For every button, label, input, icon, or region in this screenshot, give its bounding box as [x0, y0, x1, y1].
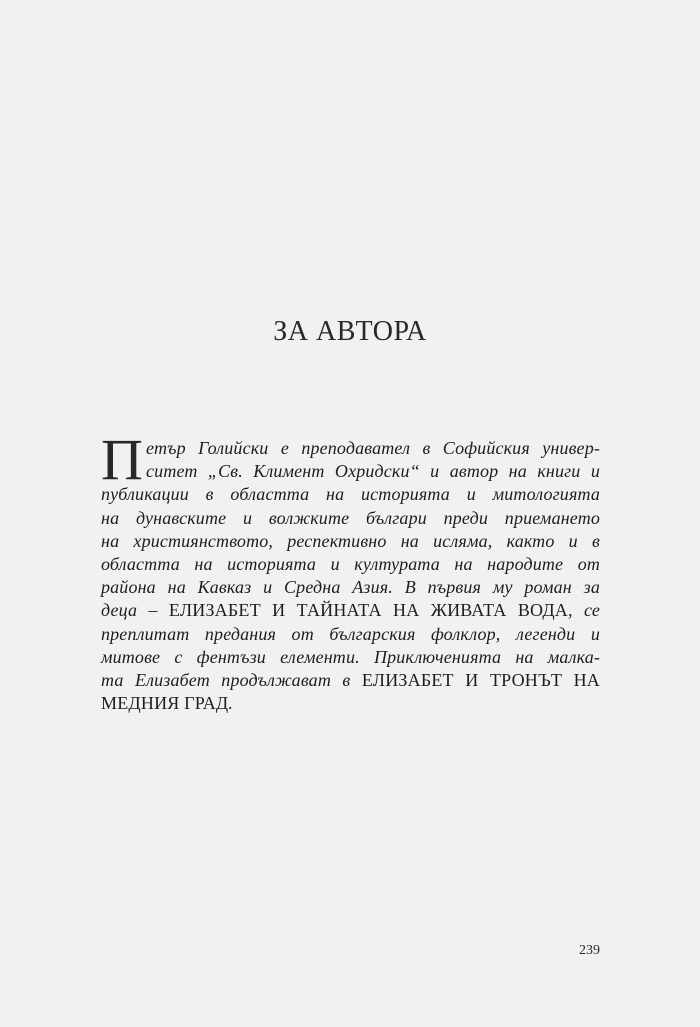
text-fragment: деца – [101, 600, 169, 621]
text-line: на християнството, респективно на исляма, както и в [101, 530, 600, 551]
text-line [101, 599, 600, 622]
text-line: района на Кавказ и Средна Азия. В първия му роман за [101, 577, 600, 598]
text-fragment: , се [568, 600, 600, 621]
author-bio-paragraph [101, 427, 600, 715]
text-line [101, 692, 600, 715]
text-line [101, 669, 600, 692]
text-line: етър Голийски е преподавател в Софийския универ- [146, 438, 600, 458]
text-line: ситет „Св. Климент Охридски“ и автор на книги и [146, 461, 600, 482]
book-title-elizabeth-throne-cont: МЕДНИЯ ГРАД [101, 693, 229, 714]
text-line: митове с фентъзи елементи. Приключенията на малка- [101, 646, 600, 667]
text-line: на дунавските и волжките българи преди приемането [101, 507, 600, 528]
drop-cap-letter: П [101, 427, 144, 492]
book-title-elizabeth-throne: ЕЛИЗАБЕТ И ТРОНЪТ НА [361, 670, 600, 691]
text-line: публикации в областта на историята и митологията [101, 484, 600, 505]
page-number: 239 [579, 943, 600, 958]
chapter-title: ЗА АВТОРА [273, 316, 427, 347]
text-line: преплитат предания от българския фолклор, легенди и [101, 623, 600, 644]
text-line: областта на историята и културата на народите от [101, 554, 600, 575]
book-title-elizabeth-water: ЕЛИЗАБЕТ И ТАЙНАТА НА ЖИВАТА ВОДА [168, 600, 569, 621]
text-fragment: . [228, 693, 234, 714]
text-fragment: та Елизабет продължават в [101, 670, 362, 691]
